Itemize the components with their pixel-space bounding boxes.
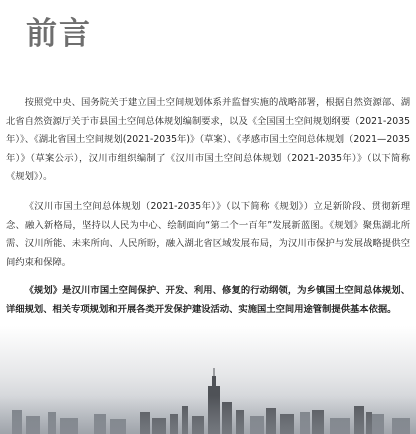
city-skyline-image (0, 326, 416, 434)
plan-role-paragraph: 《规划》是汉川市国土空间保护、开发、利用、修复的行动纲领，为乡镇国土空间总体规划、详细规划、相关专项规划和开展各类开发保护建设活动、实施国土空间用途管制提供基本依据。 (6, 285, 410, 315)
plan-summary-paragraph: 《汉川市国土空间总体规划（2021-2035年）》（以下简称《规划》）立足新阶段、贯彻新理念、融入新格局，坚持以人民为中心、绘制面向“第二个一百年”发展新蓝图。《规划》聚焦湖北所需、汉川所能、未来所向、人民所盼，融入湖北省区域发展布局，为汉川市保护与发展战略提供空间约束和保障。 (6, 201, 410, 268)
page-title: 前言 (26, 16, 92, 52)
intro-paragraph: 按照党中央、国务院关于建立国土空间规划体系并监督实施的战略部署，根据自然资源部、湖北省自然资源厅关于市县国土空间总体规划编制要求，以及《全国国土空间规划纲要（2021-2035年）》、《湖北省国土空间规划(2021-2035年)》（草案）、《孝感市国土空间总体规划（2021—2035年）》（草案公示），汉川市组织编制了《汉川市国土空间总体规划（2021-2035年）》（以下简称《规划》）。 (6, 97, 410, 183)
